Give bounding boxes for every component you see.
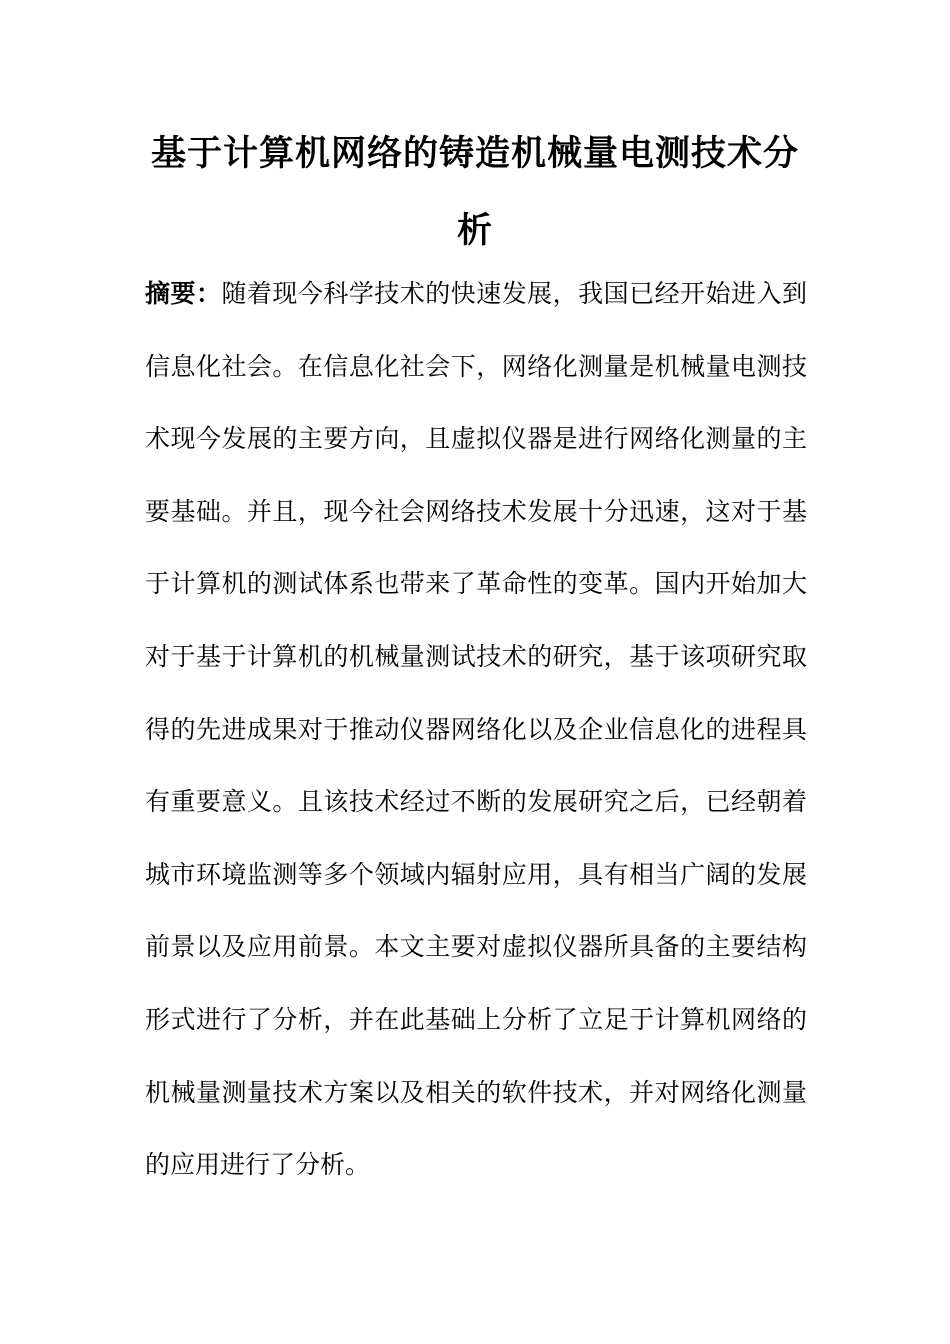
abstract-paragraph xyxy=(145,258,807,1202)
abstract-text: 随着现今科学技术的快速发展，我国已经开始进入到信息化社会。在信息化社会下，网络化测量是机械量电测技术现今发展的主要方向，且虚拟仪器是进行网络化测量的主要基础。并且，现今社会网络技术发展十分迅速，这对于基于计算机的测试体系也带来了革命性的变革。国内开始加大对于基于计算机的机械量测试技术的研究，基于该项研究取得的先进成果对于推动仪器网络化以及企业信息化的进程具有重要意义。且该技术经过不断的发展研究之后，已经朝着城市环境监测等多个领域内辐射应用，具有相当广阔的发展前景以及应用前景。本文主要对虚拟仪器所具备的主要结构形式进行了分析，并在此基础上分析了立足于计算机网络的机械量测量技术方案以及相关的软件技术，并对网络化测量的应用进行了分析。 xyxy=(145,279,807,1180)
document-title: 基于计算机网络的铸造机械量电测技术分析 xyxy=(150,134,799,251)
abstract-label: 摘要： xyxy=(145,279,222,308)
